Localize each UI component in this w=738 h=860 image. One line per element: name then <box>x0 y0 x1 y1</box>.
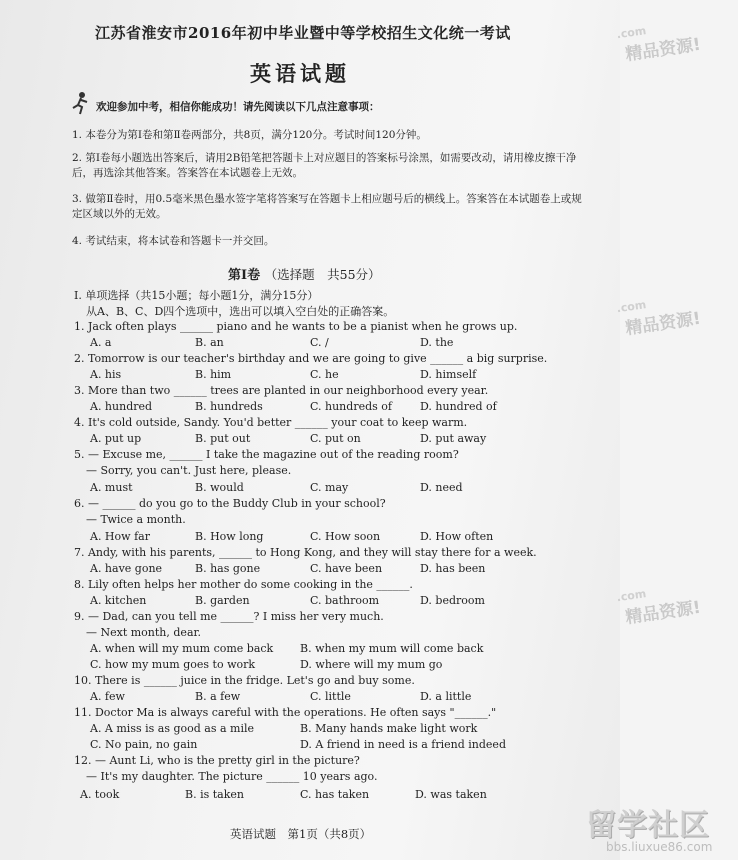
question-option: D. himself <box>420 368 477 381</box>
question-option: D. a little <box>420 690 472 703</box>
question-option: B. garden <box>195 594 250 607</box>
question-option: D. was taken <box>415 788 487 801</box>
exam-subtitle: 英语试题 <box>250 61 350 86</box>
part-heading: Ⅰ. 单项选择（共15小题；每小题1分，满分15分） <box>74 289 319 302</box>
question-stem: 3. More than two ______ trees are planted in our neighborhood every year. <box>74 384 489 397</box>
question-option: D. has been <box>420 562 486 575</box>
question-option: B. put out <box>195 432 251 445</box>
question-option: B. How long <box>195 530 264 543</box>
question-option: D. need <box>420 481 463 494</box>
question-option: B. Many hands make light work <box>300 722 478 735</box>
question-option: C. has taken <box>300 788 370 801</box>
watermark: .com 精品资源! <box>615 24 703 66</box>
question-stem: 11. Doctor Ma is always careful with the operations. He often says "______." <box>74 706 497 719</box>
note-item: 2. 第Ⅰ卷每小题选出答案后，请用2B铅笔把答题卡上对应题目的答案标号涂黑，如需要改动，请用橡皮擦干净后，再选涂其他答案。答案答在本试题卷上无效。 <box>72 152 577 179</box>
question-option: B. hundreds <box>195 400 263 413</box>
question-option: C. bathroom <box>310 594 380 607</box>
question-option: C. he <box>310 368 339 381</box>
question-option: B. a few <box>195 690 241 703</box>
question-option: A. put up <box>90 432 142 445</box>
question-stem: 8. Lily often helps her mother do some cooking in the ______. <box>74 578 413 591</box>
question-option: B. him <box>195 368 232 381</box>
question-option: C. No pain, no gain <box>90 738 198 751</box>
question-stem: — Twice a month. <box>86 513 186 526</box>
question-option: D. How often <box>420 530 494 543</box>
question-stem: — Sorry, you can't. Just here, please. <box>86 464 292 477</box>
question-option: C. hundreds of <box>310 400 392 413</box>
question-stem: — Next month, dear. <box>86 626 202 639</box>
question-stem: 9. — Dad, can you tell me ______? I miss her very much. <box>74 610 384 623</box>
question-option: A. kitchen <box>90 594 147 607</box>
question-stem: — It's my daughter. The picture ______ 10 years ago. <box>86 770 378 783</box>
question-option: C. little <box>310 690 351 703</box>
watermark: .com 精品资源! <box>615 298 703 340</box>
question-option: A. have gone <box>90 562 163 575</box>
question-option: C. put on <box>310 432 361 445</box>
question-option: C. how my mum goes to work <box>90 658 256 671</box>
question-option: D. where will my mum go <box>300 658 443 671</box>
question-option: A. A miss is as good as a mile <box>90 722 255 735</box>
site-logo: 留学社区 bbs.liuxue86.com <box>586 808 713 854</box>
question-option: B. when my mum will come back <box>300 642 484 655</box>
question-option: C. have been <box>310 562 383 575</box>
question-stem: 6. — ______ do you go to the Buddy Club in your school? <box>74 497 386 510</box>
part-instruction: 从A、B、C、D四个选项中，选出可以填入空白处的正确答案。 <box>86 305 395 318</box>
exam-title: 江苏省淮安市2016年初中毕业暨中等学校招生文化统一考试 <box>95 24 511 42</box>
question-stem: 12. — Aunt Li, who is the pretty girl in the picture? <box>74 754 360 767</box>
question-option: A. took <box>80 788 120 801</box>
watermark: .com 精品资源! <box>615 587 703 629</box>
question-option: A. few <box>90 690 125 703</box>
section-title: 第Ⅰ卷 （选择题 共55分） <box>228 267 381 283</box>
welcome-text: 欢迎参加中考，相信你能成功！请先阅读以下几点注意事项： <box>96 101 380 113</box>
question-option: D. hundred of <box>420 400 497 413</box>
question-option: C. may <box>310 481 349 494</box>
question-stem: 7. Andy, with his parents, ______ to Hong Kong, and they will stay there for a week. <box>74 546 537 559</box>
question-option: B. an <box>195 336 224 349</box>
question-option: C. / <box>310 336 329 349</box>
question-option: B. is taken <box>185 788 244 801</box>
note-item: 1. 本卷分为第Ⅰ卷和第Ⅱ卷两部分，共8页，满分120分。考试时间120分钟。 <box>72 129 427 141</box>
question-option: A. hundred <box>90 400 153 413</box>
question-stem: 10. There is ______ juice in the fridge. Let's go and buy some. <box>74 674 415 687</box>
question-option: A. a <box>90 336 112 349</box>
page-margin <box>615 0 738 860</box>
note-item: 3. 做第Ⅱ卷时，用0.5毫米黑色墨水签字笔将答案写在答题卡上相应题号后的横线上。答案答在本试题卷上或规定区域以外的无效。 <box>72 193 582 220</box>
runner-icon <box>68 90 94 116</box>
question-option: D. bedroom <box>420 594 485 607</box>
question-stem: 4. It's cold outside, Sandy. You'd better ______ your coat to keep warm. <box>74 416 468 429</box>
question-stem: 2. Tomorrow is our teacher's birthday and we are going to give ______ a big surprise. <box>74 352 548 365</box>
page-footer: 英语试题 第1页（共8页） <box>230 827 372 841</box>
question-option: A. How far <box>90 530 150 543</box>
question-option: D. put away <box>420 432 487 445</box>
question-option: A. his <box>90 368 122 381</box>
question-option: D. the <box>420 336 454 349</box>
question-option: B. would <box>195 481 244 494</box>
question-option: C. How soon <box>310 530 381 543</box>
question-stem: 1. Jack often plays ______ piano and he wants to be a pianist when he grows up. <box>74 320 518 333</box>
question-stem: 5. — Excuse me, ______ I take the magazine out of the reading room? <box>74 448 459 461</box>
question-option: B. has gone <box>195 562 261 575</box>
note-item: 4. 考试结束，将本试卷和答题卡一并交回。 <box>72 235 275 247</box>
question-option: D. A friend in need is a friend indeed <box>300 738 506 751</box>
question-option: A. must <box>90 481 133 494</box>
question-option: A. when will my mum come back <box>90 642 274 655</box>
